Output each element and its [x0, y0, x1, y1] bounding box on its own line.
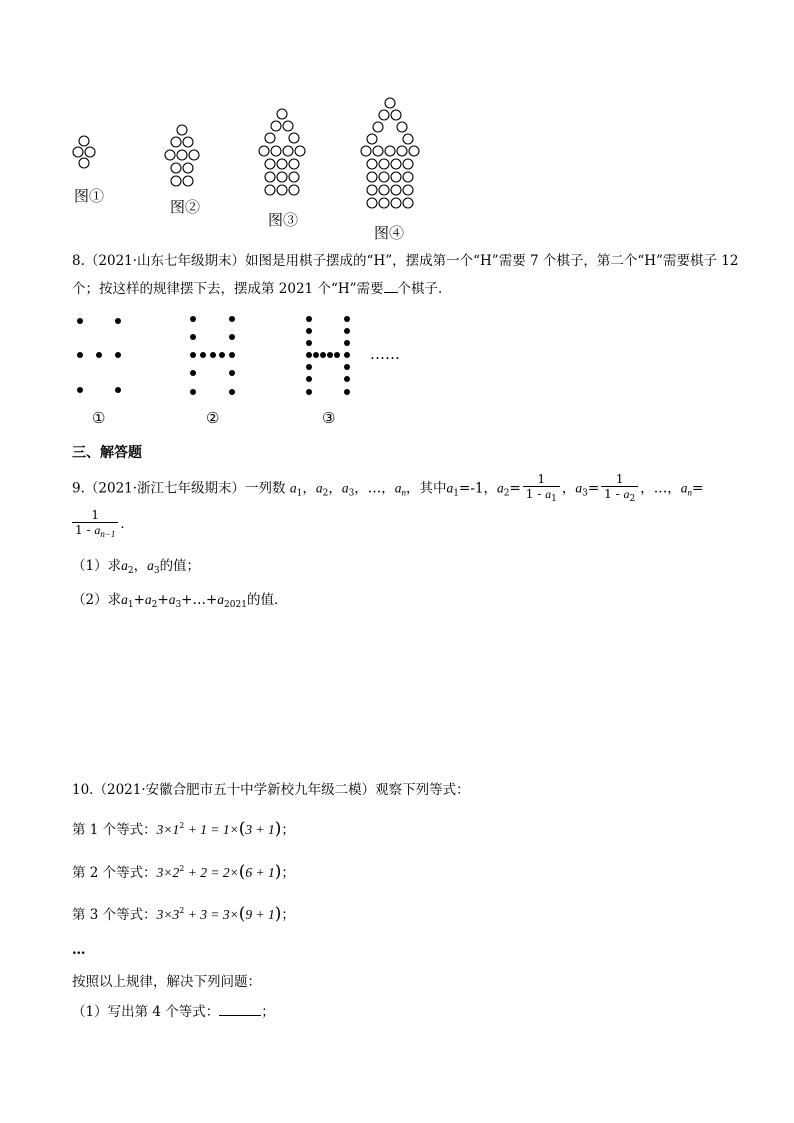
var-a: a: [289, 480, 297, 496]
q10-part-1: [72, 1003, 275, 1021]
q8-number: 8.: [72, 253, 85, 269]
q8-source: （2021·山东七年级期末）: [84, 253, 246, 269]
eq-rhs-inner: 3 + 1: [245, 822, 275, 837]
var-a: a: [394, 480, 402, 496]
sub: n: [401, 487, 407, 498]
h-figure-1: [77, 318, 121, 393]
eq-rhs: + 1 = 1×: [184, 822, 239, 837]
sep: ，: [133, 558, 148, 574]
q10-equation-1: [72, 817, 295, 839]
var-a: a: [623, 487, 630, 501]
eq-exp: 2: [179, 864, 185, 873]
q8-text-2b: 个棋子．: [397, 281, 452, 297]
var-a: a: [575, 480, 583, 496]
plus: +: [133, 592, 145, 608]
pattern-figure-3: [259, 109, 305, 195]
q10-equation-3: [72, 902, 295, 924]
eq-lhs: 3×3: [156, 907, 180, 922]
frac-num: 1: [601, 472, 638, 487]
eq: =: [692, 480, 704, 497]
q10-source: （2021·安徽合肥市五十中学新校九年级二模）: [93, 782, 376, 798]
q9-part2-pre: （2）求: [72, 592, 122, 608]
eq-end: ；: [281, 822, 295, 838]
sub: 2: [151, 600, 158, 610]
q8-text-2a: 个；按这样的规律摆下去，摆成第 2021 个“H”需要: [72, 281, 384, 297]
paren: (: [238, 819, 246, 839]
fig-label-4: 图④: [374, 224, 405, 242]
fraction-a3: [601, 472, 638, 506]
sub: 3: [153, 566, 160, 576]
pattern-figure-4: [361, 98, 419, 208]
sep: ，: [640, 480, 654, 497]
eq-end: ；: [281, 907, 295, 923]
eq: =: [587, 480, 600, 497]
eq-label: 第 3 个等式：: [72, 907, 157, 923]
sub: 1: [453, 488, 460, 499]
fraction-a2: [523, 472, 560, 506]
sub: 2: [127, 566, 134, 576]
dots: …: [192, 592, 206, 608]
sub: 3: [582, 488, 588, 499]
h-label-2: ②: [206, 409, 220, 427]
paren: ): [274, 819, 282, 839]
h-label-1: ①: [92, 409, 106, 427]
q9-eq1: =-1，: [459, 480, 497, 497]
q9-part1-pre: （1）求: [72, 558, 122, 574]
var-a: a: [446, 480, 454, 496]
dots: …: [653, 480, 668, 497]
fig-label-3: 图③: [268, 211, 299, 229]
q8-text-1: 如图是用棋子摆成的“H”，摆成第一个“H”需要 7 个棋子，第二个“H”需要棋子 12: [245, 253, 739, 269]
one-minus: 1 -: [75, 523, 91, 537]
var-a: a: [121, 558, 128, 573]
fraction-an: [72, 508, 118, 541]
one-minus: 1 -: [604, 487, 620, 501]
sub: 2: [503, 488, 510, 499]
h-pattern-ellipsis: ……: [370, 345, 400, 363]
q9-line-2: [72, 508, 134, 541]
sub: 2021: [224, 600, 247, 610]
h-figure-2: [190, 316, 235, 395]
q9-part2-post: 的值．: [246, 592, 288, 608]
eq-lhs: 3×2: [156, 865, 180, 880]
sep: ，: [354, 480, 368, 497]
q9-part-1: [72, 557, 200, 580]
var-a: a: [144, 592, 152, 607]
sub: 2: [322, 488, 329, 499]
eq-rhs: + 2 = 2×: [184, 865, 239, 880]
sub: 3: [175, 600, 182, 610]
var-a: a: [497, 480, 504, 496]
q9-line-1: [72, 472, 703, 509]
paren: ): [274, 862, 282, 882]
sub: 1: [551, 494, 557, 504]
eq-exp: 2: [179, 906, 185, 915]
q10-intro: 观察下列等式：: [375, 782, 470, 798]
var-a: a: [545, 487, 552, 501]
paren: (: [238, 904, 246, 924]
q10-equation-2: [72, 860, 295, 882]
eq: =: [509, 480, 521, 497]
sub: 1: [296, 488, 303, 499]
var-a: a: [315, 480, 323, 496]
q10-part1-end: ；: [261, 1004, 275, 1020]
q8-line-2: [72, 280, 452, 298]
q10-number: 10.: [72, 782, 94, 798]
sep: ，: [381, 480, 395, 497]
sep: ，: [302, 480, 316, 497]
eq-rhs-inner: 9 + 1: [245, 907, 275, 922]
frac-den: [601, 487, 638, 506]
q9-where: ，其中: [406, 480, 447, 497]
q9-intro: 一列数: [245, 480, 286, 497]
q10-line-1: [72, 781, 470, 799]
q8-line-1: [72, 252, 738, 270]
fig-label-1: 图①: [74, 187, 105, 205]
sub: 1: [127, 600, 134, 610]
frac-num: 1: [72, 508, 118, 523]
q9-part1-post: 的值；: [159, 558, 201, 574]
var-a: a: [217, 592, 225, 607]
eq-lhs: 3×1: [156, 822, 180, 837]
plus: +: [181, 592, 193, 608]
q10-rule: 按照以上规律，解决下列问题：: [72, 974, 261, 990]
q8-answer-blank: [384, 292, 398, 293]
frac-den: [72, 523, 118, 541]
var-a: a: [168, 592, 176, 607]
var-a: a: [680, 480, 688, 496]
sub: 3: [348, 488, 355, 499]
sub: n−1: [100, 529, 116, 539]
q9-source: （2021·浙江七年级期末）: [84, 480, 246, 497]
frac-den: [523, 487, 560, 506]
q10-ellipsis: …: [72, 942, 86, 958]
h-figure-3: [306, 316, 350, 395]
q10-answer-blank: [219, 1015, 261, 1016]
eq-exp: 2: [179, 821, 185, 830]
plus: +: [205, 592, 218, 608]
sub: n: [687, 487, 692, 498]
eq-label: 第 2 个等式：: [72, 865, 157, 881]
period: ．: [120, 516, 134, 532]
section-heading: 三、解答题: [72, 445, 142, 461]
plus: +: [157, 592, 169, 608]
sep: ，: [328, 480, 342, 497]
paren: ): [274, 904, 282, 924]
sub: 2: [629, 494, 636, 504]
pattern-figure-1: [73, 136, 95, 168]
eq-end: ；: [281, 865, 295, 881]
pattern-figure-2: [165, 125, 199, 186]
var-a: a: [94, 523, 101, 537]
eq-rhs-inner: 6 + 1: [245, 865, 275, 880]
q9-number: 9.: [72, 480, 85, 497]
dots: …: [367, 480, 382, 497]
fig-label-2: 图②: [170, 198, 201, 216]
paren: (: [238, 862, 246, 882]
sep: ，: [667, 480, 681, 497]
var-a: a: [121, 592, 128, 607]
var-a: a: [341, 480, 349, 496]
h-label-3: ③: [322, 409, 336, 427]
eq-rhs: + 3 = 3×: [184, 907, 239, 922]
var-a: a: [147, 558, 154, 573]
q10-part1-text: （1）写出第 4 个等式：: [72, 1004, 220, 1020]
sep: ，: [561, 480, 576, 497]
circle-pattern-figures: [0, 0, 794, 245]
q9-part-2: [72, 591, 287, 614]
one-minus: 1 -: [525, 487, 542, 501]
frac-num: 1: [523, 472, 560, 487]
eq-label: 第 1 个等式：: [72, 822, 157, 838]
